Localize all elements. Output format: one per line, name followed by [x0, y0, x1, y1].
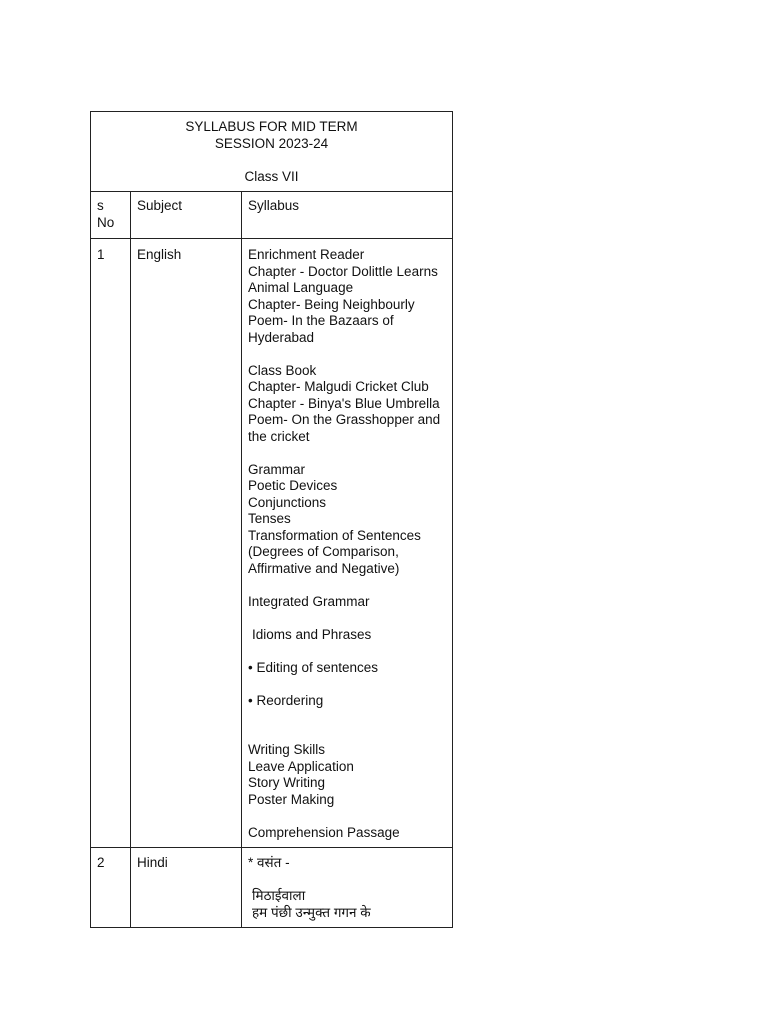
syllabus-item: Chapter - Doctor Dolittle Learns Animal Language [248, 263, 438, 295]
section-heading: Grammar [248, 461, 305, 477]
syllabus-table [90, 111, 453, 928]
section-heading: Integrated Grammar [248, 593, 370, 609]
row-sno: 1 [91, 239, 131, 848]
syllabus-item: Leave Application [248, 758, 354, 774]
syllabus-item: Tenses [248, 511, 291, 526]
table-header-row [91, 112, 453, 192]
syllabus-item: Story Writing [248, 775, 326, 790]
syllabus-item: Chapter- Malgudi Cricket Club [248, 379, 429, 394]
column-header-sno: s No [91, 192, 131, 239]
row-syllabus [242, 848, 453, 928]
syllabus-item: Poetic Devices [248, 478, 338, 493]
syllabus-item: हम पंछी उन्मुक्त गगन के [252, 904, 371, 920]
syllabus-item: मिठाईवाला [252, 888, 306, 903]
syllabus-item: Transformation of Sentences (Degrees of Comparison, Affirmative and Negative) [248, 527, 421, 576]
syllabus-item: Poster Making [248, 791, 335, 807]
session-label: SESSION 2023-24 [214, 135, 329, 151]
section-heading: Writing Skills [248, 742, 326, 757]
syllabus-item: Chapter- Being Neighbourly [248, 296, 415, 312]
row-syllabus [242, 239, 453, 848]
syllabus-item: Conjunctions [248, 494, 327, 510]
section-heading: * वसंत - [248, 855, 290, 870]
column-header-syllabus: Syllabus [242, 192, 453, 239]
syllabus-item: Idioms and Phrases [252, 626, 372, 642]
syllabus-item: Chapter - Binya's Blue Umbrella [248, 395, 440, 411]
table-title-cell [91, 112, 453, 192]
syllabus-item: • Reordering [248, 692, 324, 708]
column-header-subject: Subject [131, 192, 242, 239]
syllabus-item: • Editing of sentences [248, 659, 379, 675]
row-subject: Hindi [131, 848, 242, 928]
section-heading: Class Book [248, 362, 317, 378]
column-header-row [91, 192, 453, 239]
table-row [91, 848, 453, 928]
syllabus-item: Poem- In the Bazaars of Hyderabad [248, 313, 394, 345]
syllabus-item: Poem- On the Grasshopper and the cricket [248, 412, 441, 444]
section-heading: Enrichment Reader [248, 247, 365, 262]
row-sno: 2 [91, 848, 131, 928]
table-row [91, 239, 453, 848]
class-label: Class VII [244, 168, 299, 184]
syllabus-item: Comprehension Passage [248, 824, 400, 840]
syllabus-title: SYLLABUS FOR MID TERM [185, 119, 358, 134]
row-subject: English [131, 239, 242, 848]
